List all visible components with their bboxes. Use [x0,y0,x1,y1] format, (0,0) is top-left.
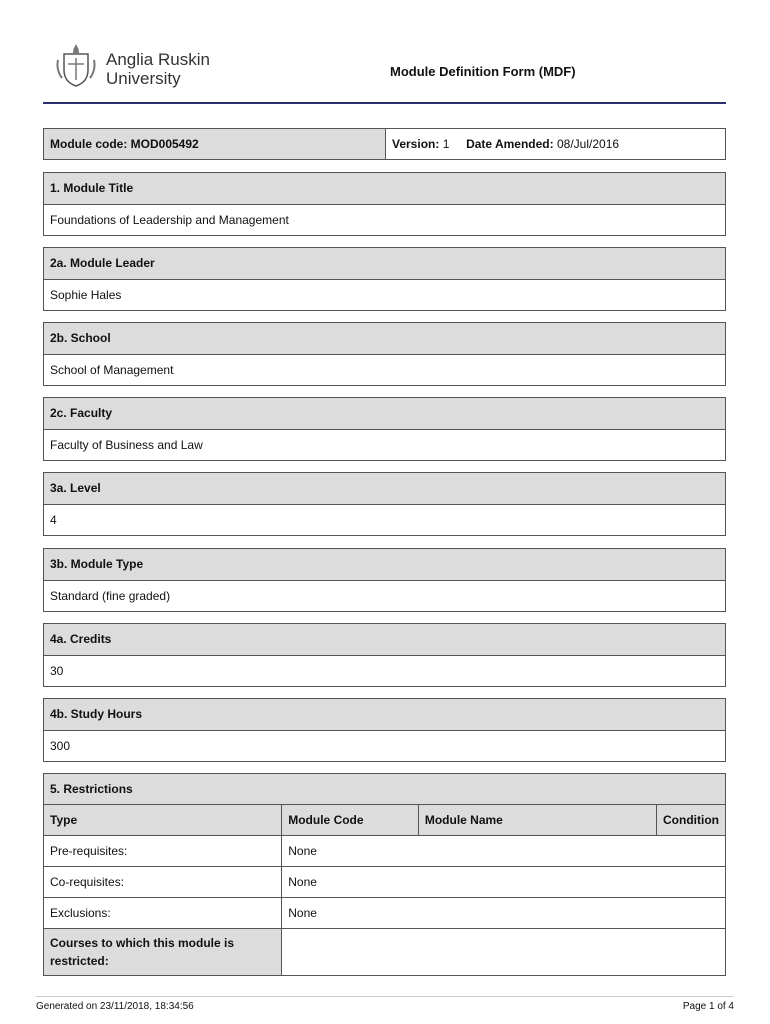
section-title: 2b. School [44,323,725,355]
section-credits [43,623,726,687]
column-headers [44,805,726,836]
section-value: 300 [50,739,71,753]
section-title: 2c. Faculty [44,398,725,430]
courses-value [282,929,726,976]
col-type: Type [44,805,282,836]
restrictions-header [44,774,726,805]
university-logo [54,40,224,88]
logo-line1: Anglia Ruskin [106,50,210,69]
row-code: None [282,836,726,867]
section-title: 4a. Credits [44,624,725,656]
table-row [44,898,726,929]
section-value: Standard (fine graded) [50,589,171,603]
section-school [43,322,726,386]
col-module-code: Module Code [282,805,419,836]
section-module-title [43,172,726,236]
table-row [44,836,726,867]
restrictions-title: 5. Restrictions [44,774,726,805]
section-module-leader [43,247,726,311]
section-faculty [43,397,726,461]
restrictions-table [43,773,726,976]
col-condition: Condition [657,805,726,836]
module-code: Module code: MOD005492 [44,129,386,159]
section-title: 1. Module Title [44,173,725,205]
form-title: Module Definition Form (MDF) [390,64,576,79]
section-title: 3b. Module Type [44,549,725,581]
generated-timestamp: Generated on 23/11/2018, 18:34:56 [36,1001,194,1012]
section-value: 4 [50,513,57,527]
col-module-name: Module Name [418,805,656,836]
section-title: 4b. Study Hours [44,699,725,731]
section-value: Foundations of Leadership and Management [50,213,289,227]
row-code: None [282,867,726,898]
version-value: 1 [442,137,450,151]
row-type: Exclusions: [44,898,282,929]
section-title: 2a. Module Leader [44,248,725,280]
section-study-hours [43,698,726,762]
row-type: Co-requisites: [44,867,282,898]
logo-text [106,50,210,88]
section-module-type [43,548,726,612]
section-value: School of Management [50,363,174,377]
crest-icon [54,40,98,88]
table-row [44,867,726,898]
row-type: Pre-requisites: [44,836,282,867]
section-title: 3a. Level [44,473,725,505]
section-level [43,472,726,536]
section-value: Sophie Hales [50,288,122,302]
section-value: Faculty of Business and Law [50,438,203,452]
header-rule [43,102,726,104]
version-label: Version: [392,137,440,151]
page-footer [36,996,734,1012]
row-code: None [282,898,726,929]
version-date [386,129,725,159]
page-number: Page 1 of 4 [682,1001,734,1012]
logo-line2: University [106,69,181,88]
courses-label: Courses to which this module is restricted: [44,929,282,976]
section-value: 30 [50,664,64,678]
date-value: 08/Jul/2016 [556,137,620,151]
module-code-row [43,128,726,160]
date-label: Date Amended: [466,137,554,151]
table-row [44,929,726,976]
